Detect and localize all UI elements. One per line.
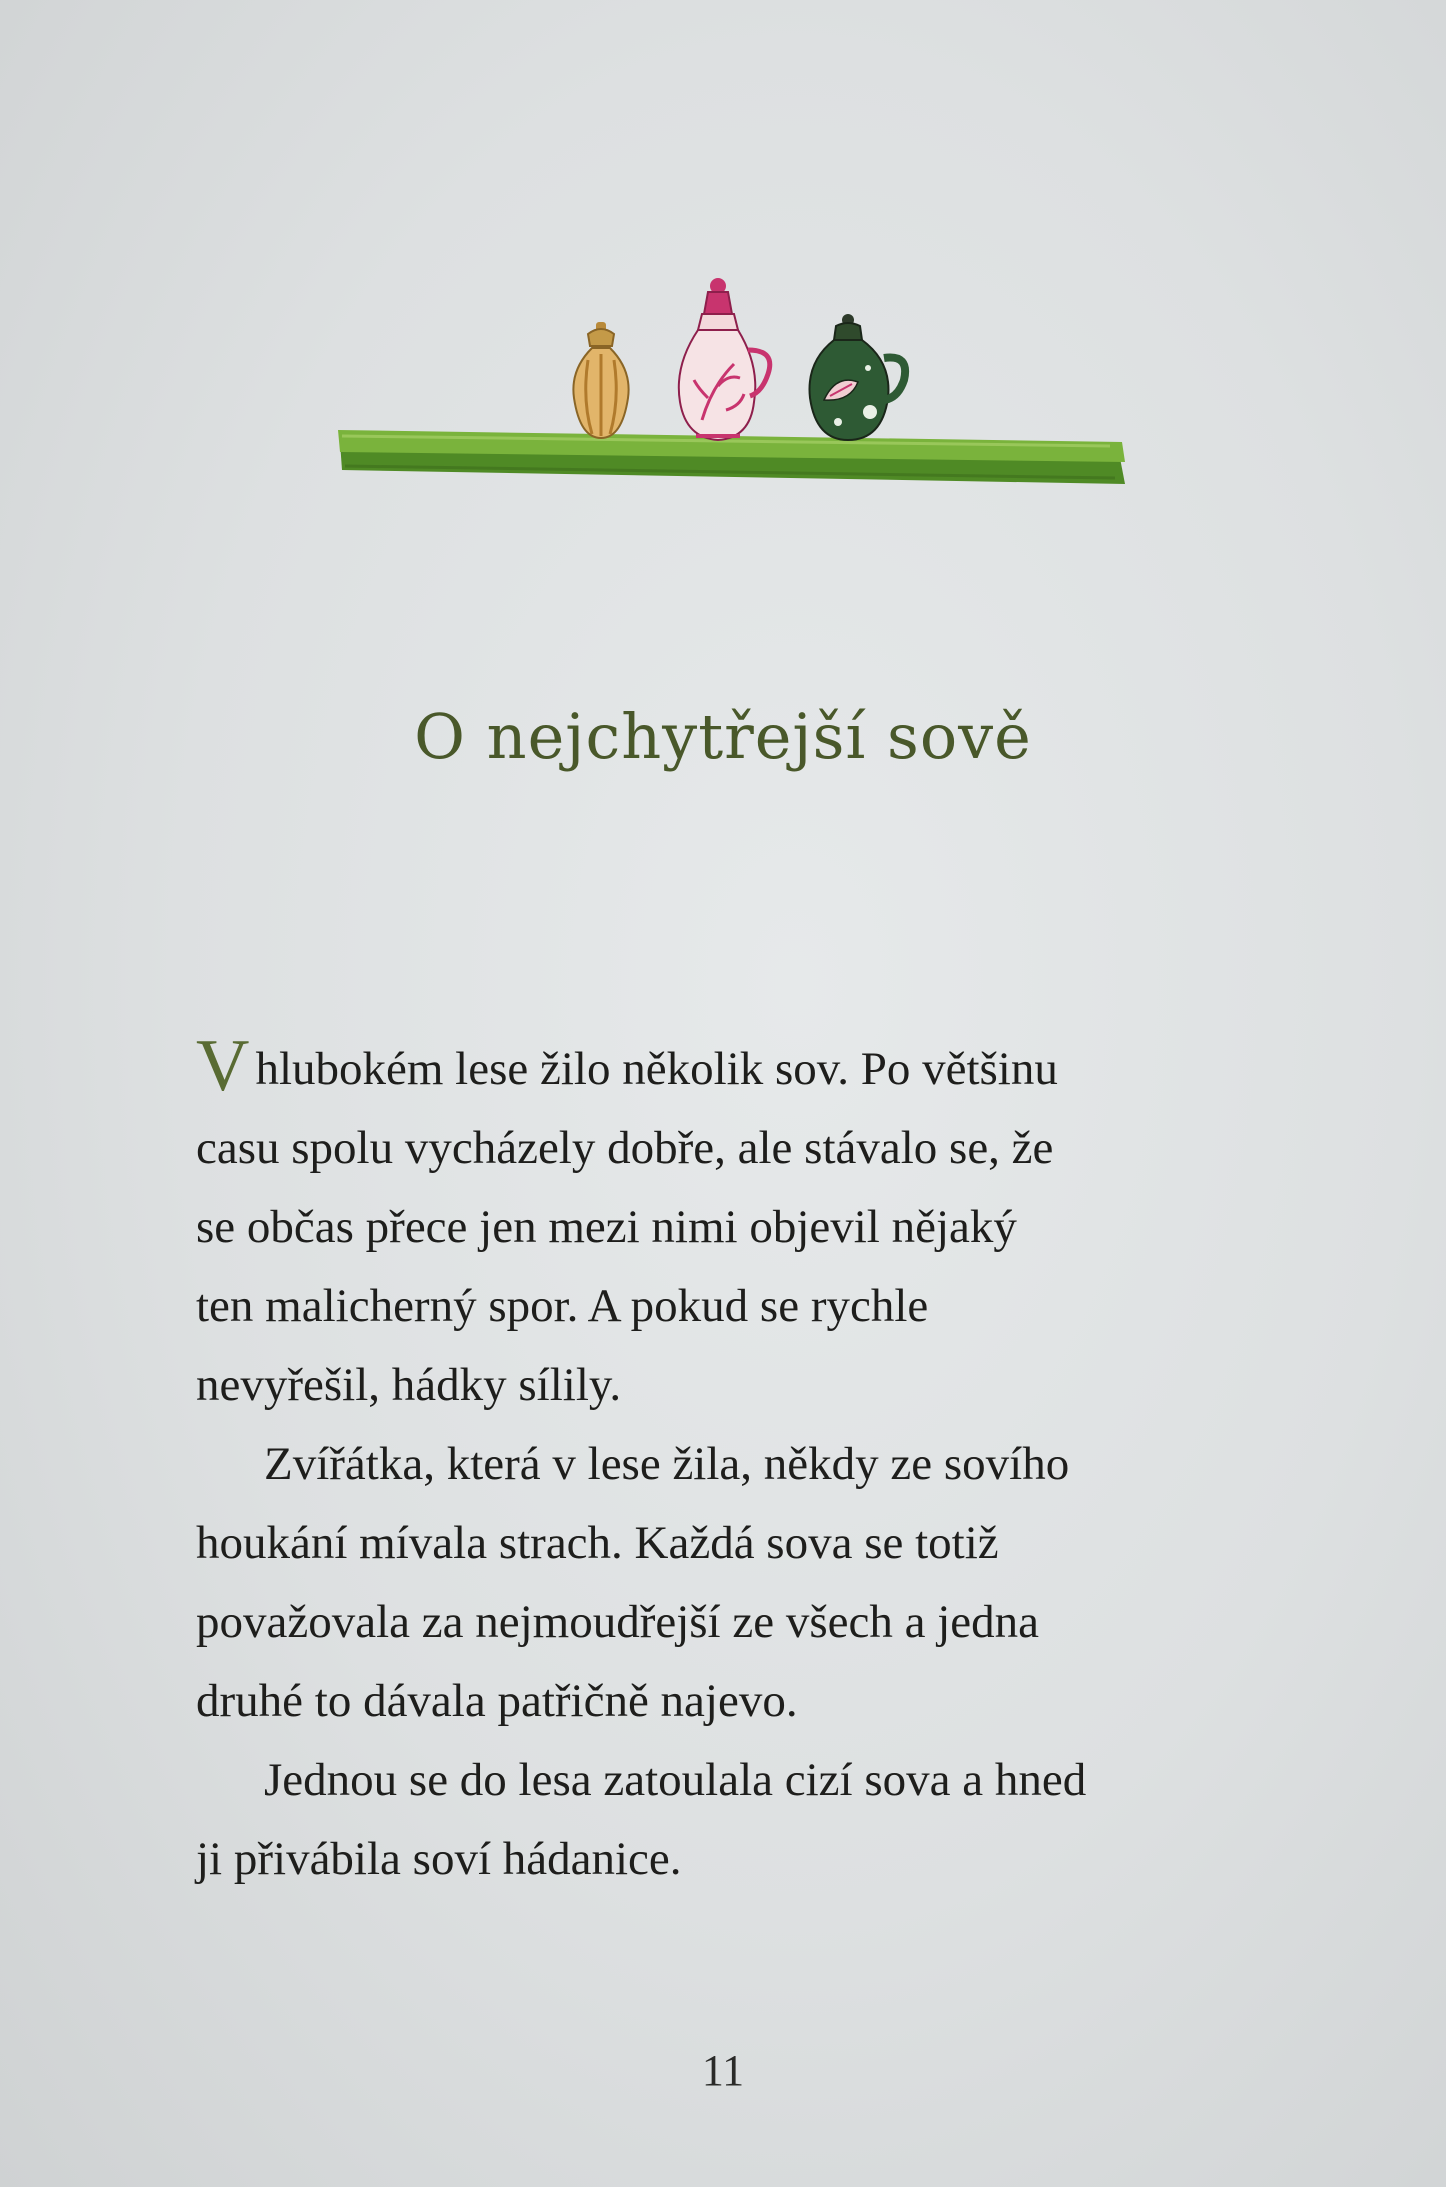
paragraph-1-text: hlubokém lese žilo několik sov. Po většinu casu spolu vycházely dobře, ale stávalo se, že se občas přece jen mezi nimi objevil nějaký ten malicherný spor. A pokud se rychle nevyřešil, hádky sílily.	[196, 1043, 1058, 1411]
chapter-title: O nejchytřejší sově	[414, 700, 1032, 773]
pink-floral-jug	[679, 278, 770, 440]
body-text	[196, 1025, 1256, 1899]
paragraph-2: Zvířátka, která v lese žila, někdy ze sovího houkání mívala strach. Každá sova se totiž považovala za nejmoudřejší ze všech a jedna druhé to dávala patřičně najevo.	[196, 1438, 1070, 1727]
ochre-striped-vase	[573, 322, 628, 438]
page-number: 11	[701, 2046, 745, 2095]
paragraph-1	[196, 1025, 1256, 1425]
dark-green-jug	[810, 314, 906, 440]
paragraph-3: Jednou se do lesa zatoulala cizí sova a hned ji přivábila soví hádanice.	[196, 1754, 1087, 1885]
shelf-with-vases-illustration	[330, 270, 1140, 510]
drop-cap: V	[196, 1025, 250, 1107]
